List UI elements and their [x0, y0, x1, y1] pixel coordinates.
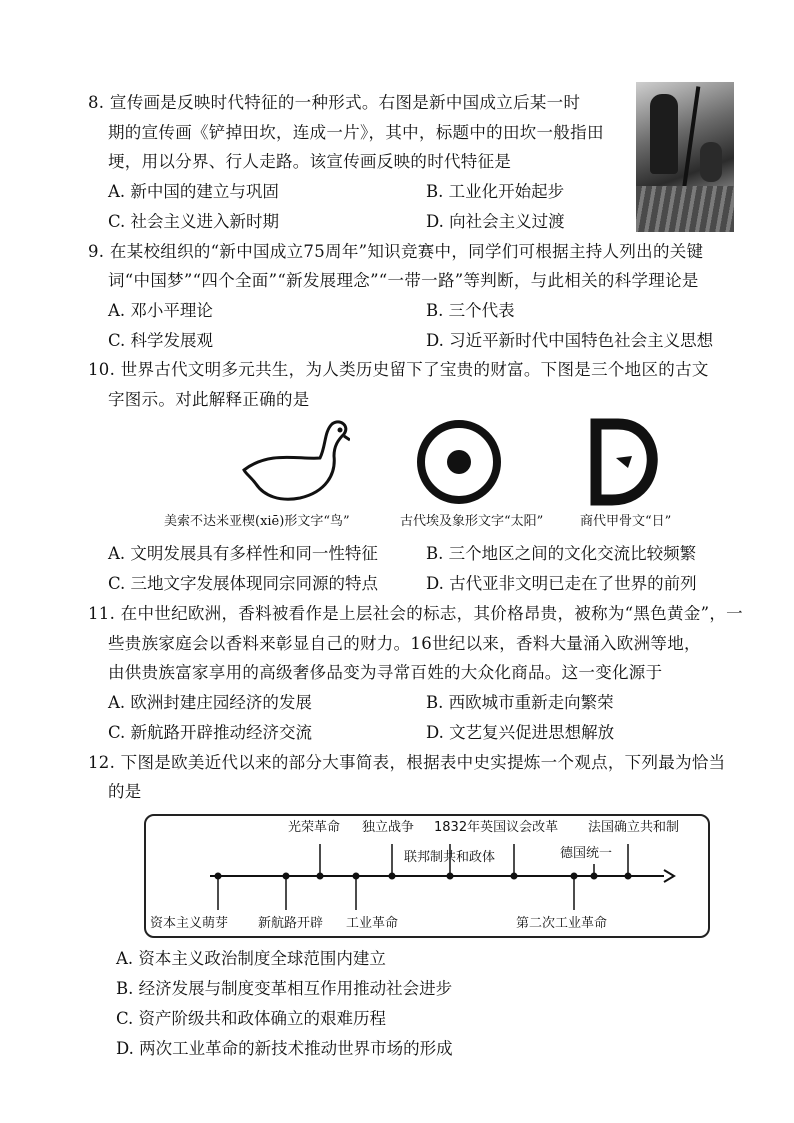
egyptian-sun-glyph	[414, 418, 504, 506]
timeline-label-1832-reform: 1832年英国议会改革	[434, 820, 559, 835]
q9-option-d: D. 习近平新时代中国特色社会主义思想	[426, 331, 714, 350]
timeline-label-french-republic: 法国确立共和制	[588, 820, 680, 835]
q11-stem-line3: 由供贵族富家享用的高级奢侈品变为寻常百姓的大众化商品。这一变化源于	[108, 663, 663, 682]
q11-option-a: A. 欧洲封建庄园经济的发展	[108, 693, 312, 712]
q8-stem-line1: 8. 宣传画是反映时代特征的一种形式。右图是新中国成立后某一时	[88, 93, 581, 112]
q12-stem-line1: 12. 下图是欧美近代以来的部分大事简表，根据表中史实提炼一个观点，下列最为恰当	[88, 753, 726, 772]
timeline-label-federal-republic: 联邦制共和政体	[404, 850, 496, 865]
oracle-bone-sun-glyph	[588, 418, 658, 506]
timeline-label-glorious-revolution: 光荣革命	[288, 820, 341, 835]
timeline-label-industrial-revolution: 工业革命	[346, 916, 399, 931]
q12-option-a: A. 资本主义政治制度全球范围内建立	[116, 949, 386, 968]
timeline-label-new-sea-route: 新航路开辟	[258, 916, 324, 931]
q11-stem-line1: 11. 在中世纪欧洲，香料被看作是上层社会的标志，其价格昂贵，被称为“黑色黄金”，一	[88, 604, 743, 623]
q8-option-d: D. 向社会主义过渡	[426, 212, 565, 231]
q8-stem-line2: 期的宣传画《铲掉田坎，连成一片》，其中，标题中的田坎一般指田	[108, 123, 604, 142]
q11-option-c: C. 新航路开辟推动经济交流	[108, 723, 313, 742]
q8-option-b: B. 工业化开始起步	[426, 182, 565, 201]
timeline-label-capitalism-sprouts: 资本主义萌芽	[150, 916, 229, 931]
q9-stem-line1: 9. 在某校组织的“新中国成立75周年”知识竞赛中，同学们可根据主持人列出的关键	[88, 242, 704, 261]
q12-option-d: D. 两次工业革命的新技术推动世界市场的形成	[116, 1039, 453, 1058]
q10-option-a: A. 文明发展具有多样性和同一性特征	[108, 544, 378, 563]
caption-cuneiform: 美索不达米亚楔(xiē)形文字“鸟”	[164, 514, 350, 529]
q11-option-d: D. 文艺复兴促进思想解放	[426, 723, 615, 742]
q8-stem-line3: 埂，用以分界、行人走路。该宣传画反映的时代特征是	[108, 152, 512, 171]
q12-option-c: C. 资产阶级共和政体确立的艰难历程	[116, 1009, 387, 1028]
cuneiform-bird-glyph	[240, 410, 350, 510]
q9-option-b: B. 三个代表	[426, 301, 515, 320]
q10-option-c: C. 三地文字发展体现同宗同源的特点	[108, 574, 379, 593]
propaganda-poster-image	[636, 82, 734, 232]
caption-egyptian: 古代埃及象形文字“太阳”	[400, 514, 544, 529]
q9-option-a: A. 邓小平理论	[108, 301, 213, 320]
q9-option-c: C. 科学发展观	[108, 331, 214, 350]
q11-option-b: B. 西欧城市重新走向繁荣	[426, 693, 614, 712]
q10-option-b: B. 三个地区之间的文化交流比较频繁	[426, 544, 697, 563]
q10-stem-line1: 10. 世界古代文明多元共生，为人类历史留下了宝贵的财富。下图是三个地区的古文	[88, 360, 709, 379]
timeline-label-second-industrial-revolution: 第二次工业革命	[516, 916, 608, 931]
q8-option-c: C. 社会主义进入新时期	[108, 212, 280, 231]
q8-option-a: A. 新中国的建立与巩固	[108, 182, 279, 201]
caption-oracle-bone: 商代甲骨文“日”	[580, 514, 672, 529]
q10-stem-line2: 字图示。对此解释正确的是	[108, 390, 310, 409]
timeline-label-german-unification: 德国统一	[560, 846, 613, 861]
q12-option-b: B. 经济发展与制度变革相互作用推动社会进步	[116, 979, 453, 998]
timeline-label-independence-war: 独立战争	[362, 820, 415, 835]
q9-stem-line2: 词“中国梦”“四个全面”“新发展理念”“一带一路”等判断，与此相关的科学理论是	[108, 271, 699, 290]
q11-stem-line2: 些贵族家庭会以香料来彰显自己的财力。16世纪以来，香料大量涌入欧洲等地，	[108, 634, 701, 653]
q12-stem-line2: 的是	[108, 782, 142, 801]
q10-option-d: D. 古代亚非文明已走在了世界的前列	[426, 574, 697, 593]
